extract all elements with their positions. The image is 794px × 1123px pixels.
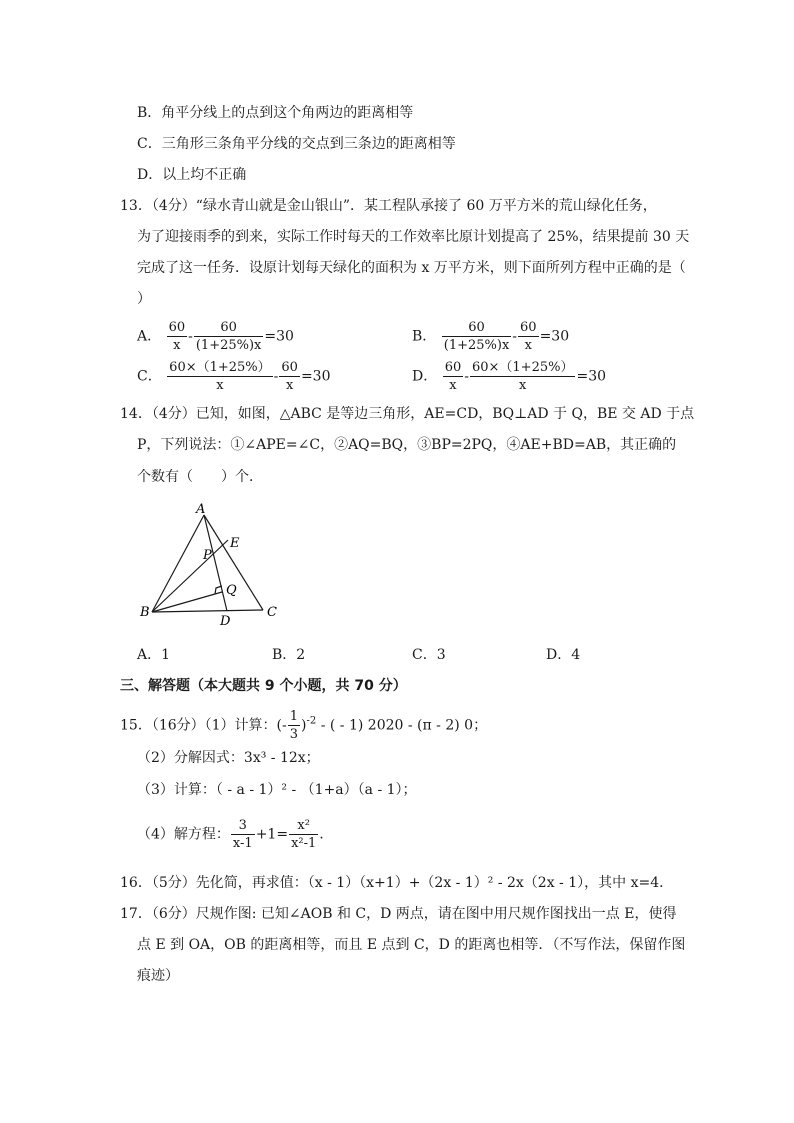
fraction bbox=[470, 360, 576, 393]
q13-text-line4: ） bbox=[137, 291, 151, 307]
fraction bbox=[518, 320, 539, 353]
q15-part1-prefix: 15．（16分）（1）计算： bbox=[120, 717, 277, 734]
denominator: x bbox=[519, 378, 527, 393]
period: . bbox=[319, 826, 324, 843]
denominator: x²-1 bbox=[291, 836, 317, 851]
denominator: (1+25%)x bbox=[195, 338, 262, 353]
label-a: A bbox=[196, 502, 206, 517]
fraction bbox=[167, 320, 188, 353]
q14-option-d: D．4 bbox=[546, 647, 581, 663]
q13-text-line2: 为了迎接雨季的到来，实际工作时每天的工作效率比原计划提高了 25%，结果提前 30 天 bbox=[137, 229, 690, 245]
rhs: =30 bbox=[300, 368, 331, 385]
q13-option-d bbox=[412, 360, 606, 393]
option-label: A． bbox=[137, 328, 162, 345]
option-label: C． bbox=[137, 368, 162, 385]
numerator: 3 bbox=[231, 818, 255, 835]
label-q: Q bbox=[226, 583, 237, 598]
fraction bbox=[279, 360, 300, 393]
q14-option-a: A．1 bbox=[137, 647, 171, 663]
fraction bbox=[289, 818, 318, 851]
q15-part4-prefix: （4）解方程： bbox=[137, 826, 230, 843]
q14-option-b: B．2 bbox=[272, 647, 306, 663]
operator: +1= bbox=[255, 826, 289, 843]
denominator: x bbox=[524, 338, 532, 353]
denominator: 3 bbox=[289, 727, 299, 742]
rhs: =30 bbox=[264, 328, 294, 345]
q13-option-c bbox=[137, 360, 331, 393]
denominator: x bbox=[449, 378, 457, 393]
fraction bbox=[231, 818, 255, 851]
fraction bbox=[288, 709, 300, 742]
q13-text-line1: 13．（4分）“绿水青山就是金山银山”．某工程队承接了 60 万平方米的荒山绿化任务， bbox=[120, 198, 657, 214]
q15-part4 bbox=[137, 818, 324, 851]
option-label: B． bbox=[412, 328, 437, 345]
label-p: P bbox=[203, 548, 212, 563]
q14-option-c: C．3 bbox=[412, 647, 446, 663]
operator: - bbox=[512, 328, 518, 345]
side-ab bbox=[152, 515, 204, 612]
q12-option-b: B．角平分线上的点到这个角两边的距离相等 bbox=[137, 105, 414, 121]
label-d: D bbox=[220, 614, 231, 629]
q17-text-line3: 痕迹） bbox=[137, 968, 179, 984]
denominator: x bbox=[286, 378, 294, 393]
section-3-title: 三、解答题（本大题共 9 个小题，共 70 分） bbox=[120, 678, 407, 694]
label-b: B bbox=[140, 605, 150, 620]
q14-text-line1: 14．（4分）已知，如图，△ABC 是等边三角形，AE=CD，BQ⊥AD 于 Q，BE 交 AD 于点 bbox=[120, 406, 695, 422]
q15-part2: （2）分解因式：3x³ - 12x； bbox=[137, 750, 320, 766]
q12-option-c: C．三角形三条角平分线的交点到三条边的距离相等 bbox=[137, 136, 456, 152]
q16-text: 16．（5分）先化简，再求值：（x - 1）（x+1）+（2x - 1）² - 2x（2x - 1），其中 x=4． bbox=[120, 875, 674, 891]
fraction bbox=[167, 360, 273, 393]
denominator: (1+25%)x bbox=[443, 338, 510, 353]
operator: - bbox=[464, 368, 469, 385]
q13-option-b bbox=[412, 320, 569, 353]
q17-text-line1: 17．（6分）尺规作图: 已知∠AOB 和 C，D 两点，请在图中用尺规作图找出一点 E，使得 bbox=[120, 906, 677, 922]
q15-part3: （3）计算：（ - a - 1）² - （1+a）（a - 1）； bbox=[137, 782, 417, 798]
q15-part1: 15．（16分）（1）计算：(- $\frac{1}{3}$ )$^{-2}$ - ( - 1) 2020 - (π - 2) 0； bbox=[120, 709, 488, 742]
numerator: 60×（1+25%） bbox=[471, 360, 574, 375]
fraction bbox=[442, 320, 512, 353]
operator: - bbox=[273, 368, 279, 385]
numerator: 60 bbox=[194, 320, 264, 337]
q12-option-d: D．以上均不正确 bbox=[137, 167, 247, 183]
q13-text-line3: 完成了这一任务．设原计划每天绿化的面积为 x 万平方米，则下面所列方程中正确的是（ bbox=[137, 260, 686, 276]
fraction bbox=[194, 320, 264, 353]
numerator: 60×（1+25%） bbox=[169, 360, 271, 375]
denominator: x bbox=[216, 378, 224, 393]
numerator: 1 bbox=[289, 709, 299, 724]
denominator: x-1 bbox=[232, 836, 253, 851]
numerator: 60 bbox=[281, 360, 298, 375]
denominator: x bbox=[173, 338, 181, 353]
q14-text-line2: P，下列说法：①∠APE=∠C，②AQ=BQ，③BP=2PQ，④AE+BD=AB，其正确的 bbox=[137, 437, 677, 453]
numerator: 60 bbox=[444, 360, 462, 375]
numerator: 60 bbox=[520, 320, 537, 335]
q13-option-a bbox=[137, 320, 294, 353]
q17-text-line2: 点 E 到 OA，OB 的距离相等，而且 E 点到 C，D 的距离也相等．（不写作法，保留作图 bbox=[137, 937, 686, 953]
fraction bbox=[443, 360, 464, 393]
operator: - bbox=[188, 328, 193, 345]
q15-part1-rest: - ( - 1) 2020 - (π - 2) 0； bbox=[320, 717, 488, 734]
label-c: C bbox=[267, 605, 277, 620]
label-e: E bbox=[230, 536, 240, 551]
numerator: x² bbox=[289, 818, 318, 835]
q14-text-line3: 个数有（ ）个． bbox=[137, 469, 263, 485]
numerator: 60 bbox=[168, 320, 186, 335]
numerator: 60 bbox=[442, 320, 512, 337]
option-label: D． bbox=[412, 368, 438, 385]
rhs: =30 bbox=[539, 328, 570, 345]
q14-triangle-figure bbox=[130, 495, 290, 630]
rhs: =30 bbox=[576, 368, 607, 385]
side-bc bbox=[152, 610, 263, 612]
